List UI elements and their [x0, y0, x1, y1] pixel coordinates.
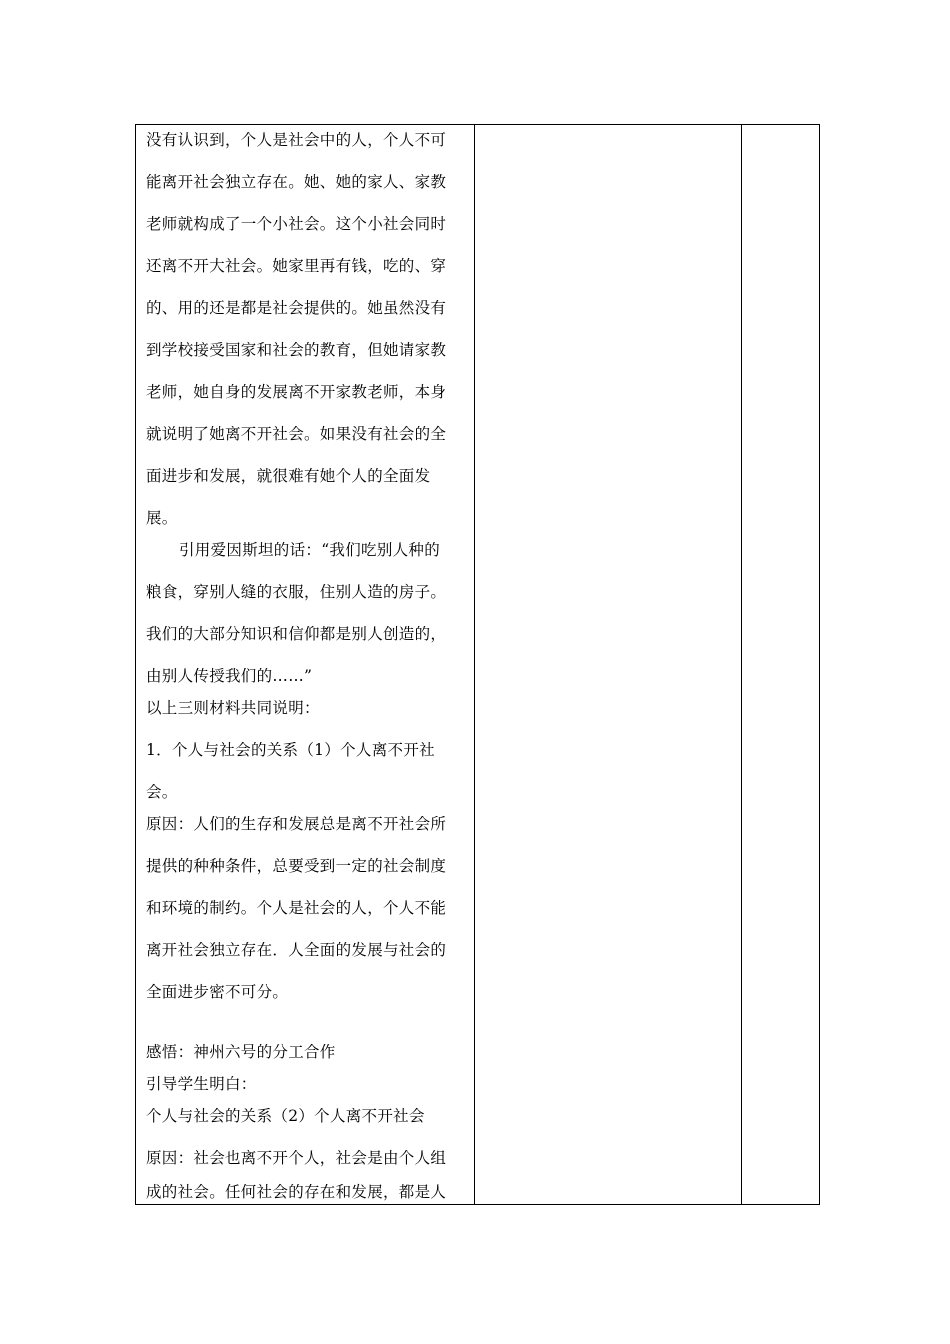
text-line: 和环境的制约。个人是社会的人，个人不能: [146, 899, 447, 917]
text-line: 个人与社会的关系（2）个人离不开社会: [146, 1107, 425, 1125]
text-line: 全面进步密不可分。: [146, 983, 289, 1001]
lesson-table: [135, 124, 820, 1205]
text-line: 离开社会独立存在．人全面的发展与社会的: [146, 941, 447, 959]
text-line: 提供的种种条件，总要受到一定的社会制度: [146, 857, 447, 875]
text-line: 的、用的还是都是社会提供的。她虽然没有: [146, 299, 447, 317]
text-line: 会。: [146, 783, 178, 801]
text-line: 成的社会。任何社会的存在和发展，都是人: [146, 1183, 447, 1201]
text-line: 由别人传授我们的……”: [146, 667, 313, 685]
text-line: 引导学生明白：: [146, 1075, 257, 1093]
text-line: 原因：社会也离不开个人，社会是由个人组: [146, 1149, 447, 1167]
text-line: 老师就构成了一个小社会。这个小社会同时: [146, 215, 447, 233]
text-line: 1．个人与社会的关系（1）个人离不开社: [146, 741, 435, 759]
column-divider: [741, 125, 742, 1204]
text-line: 到学校接受国家和社会的教育，但她请家教: [146, 341, 447, 359]
text-line: 原因：人们的生存和发展总是离不开社会所: [146, 815, 447, 833]
text-line: 还离不开大社会。她家里再有钱，吃的、穿: [146, 257, 447, 275]
column-divider: [474, 125, 475, 1204]
text-line: 展。: [146, 509, 178, 527]
text-line: 老师，她自身的发展离不开家教老师，本身: [146, 383, 447, 401]
text-line: 粮食，穿别人缝的衣服，住别人造的房子。: [146, 583, 447, 601]
text-line: 能离开社会独立存在。她、她的家人、家教: [146, 173, 447, 191]
text-line: 面进步和发展，就很难有她个人的全面发: [146, 467, 431, 485]
text-line: 就说明了她离不开社会。如果没有社会的全: [146, 425, 447, 443]
text-line: 以上三则材料共同说明：: [146, 699, 320, 717]
text-line: 感悟：神州六号的分工合作: [146, 1043, 336, 1061]
text-line: 没有认识到，个人是社会中的人，个人不可: [146, 131, 447, 149]
text-line: 我们的大部分知识和信仰都是别人创造的，: [146, 625, 447, 643]
text-line: 引用爱因斯坦的话：“我们吃别人种的: [179, 541, 441, 559]
